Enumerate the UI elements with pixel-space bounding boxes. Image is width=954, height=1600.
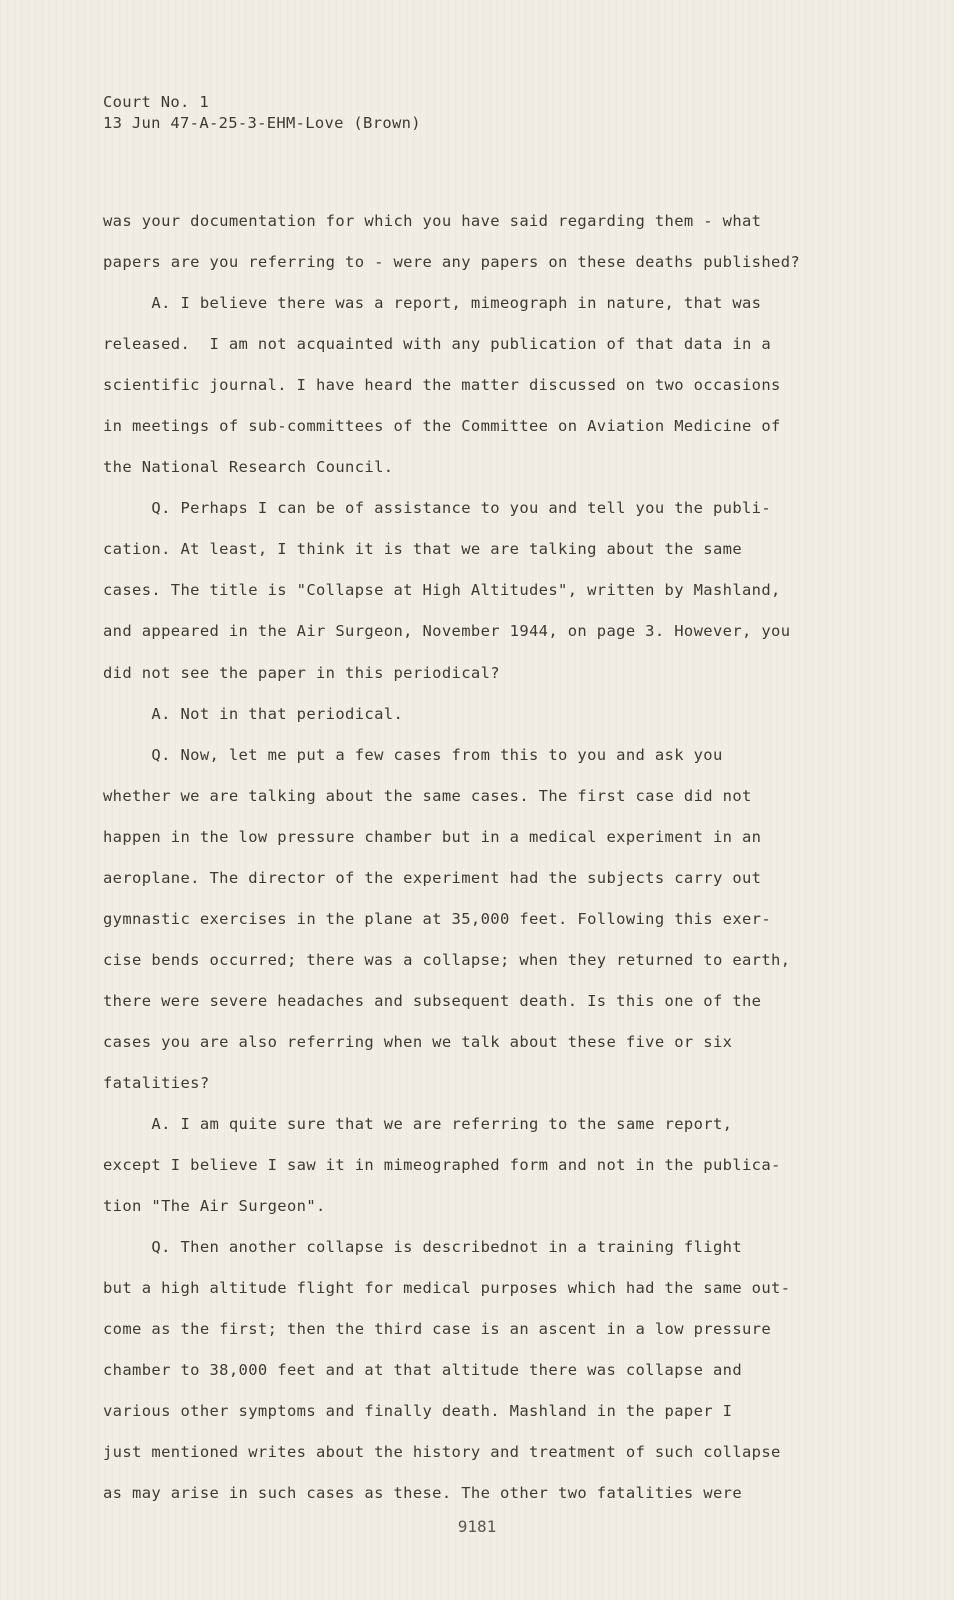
text-line: come as the first; then the third case is an ascent in a low pressure — [103, 1320, 772, 1339]
text-line: papers are you referring to - were any papers on these deaths published? — [103, 253, 801, 272]
text-line: did not see the paper in this periodical? — [103, 663, 500, 682]
text-line: whether we are talking about the same cases. The first case did not — [103, 786, 752, 805]
text-line: A. Not in that periodical. — [103, 704, 404, 723]
text-line: the National Research Council. — [103, 458, 394, 477]
text-line: chamber to 38,000 feet and at that altitude there was collapse and — [103, 1361, 742, 1380]
text-line: Q. Now, let me put a few cases from this to you and ask you — [103, 745, 723, 764]
text-line: released. I am not acquainted with any publication of that data in a — [103, 335, 772, 354]
text-line: cases you are also referring when we talk about these five or six — [103, 1032, 733, 1051]
text-line: as may arise in such cases as these. The other two fatalities were — [103, 1484, 742, 1503]
court-number: Court No. 1 — [103, 93, 209, 111]
text-line: fatalities? — [103, 1073, 210, 1092]
text-line: Q. Perhaps I can be of assistance to you and tell you the publi- — [103, 499, 772, 518]
text-line: A. I believe there was a report, mimeograph in nature, that was — [103, 294, 762, 313]
text-line: and appeared in the Air Surgeon, November 1944, on page 3. However, you — [103, 622, 791, 641]
text-line: in meetings of sub-committees of the Committee on Aviation Medicine of — [103, 417, 781, 436]
text-line: tion "The Air Surgeon". — [103, 1197, 326, 1216]
transcript-body — [103, 208, 843, 1522]
text-line: was your documentation for which you have said regarding them - what — [103, 212, 762, 230]
text-line: but a high altitude flight for medical purposes which had the same out- — [103, 1279, 791, 1298]
text-line: cation. At least, I think it is that we are talking about the same — [103, 540, 742, 559]
text-line: Q. Then another collapse is describednot in a training flight — [103, 1238, 742, 1257]
text-line: various other symptoms and finally death. Mashland in the paper I — [103, 1402, 733, 1421]
text-line: just mentioned writes about the history and treatment of such collapse — [103, 1443, 781, 1462]
session-reference: 13 Jun 47-A-25-3-EHM-Love (Brown) — [103, 114, 421, 132]
text-line: there were severe headaches and subsequent death. Is this one of the — [103, 991, 762, 1010]
text-line: happen in the low pressure chamber but in a medical experiment in an — [103, 827, 762, 846]
text-line: except I believe I saw it in mimeographed form and not in the publica- — [103, 1156, 781, 1175]
text-line: cases. The title is "Collapse at High Altitudes", written by Mashland, — [103, 581, 781, 600]
text-line: A. I am quite sure that we are referring to the same report, — [103, 1115, 733, 1134]
page-number: 9181 — [457, 1517, 497, 1536]
document-header — [103, 92, 421, 134]
text-line: aeroplane. The director of the experiment had the subjects carry out — [103, 868, 762, 887]
text-line: cise bends occurred; there was a collapse; when they returned to earth, — [103, 950, 791, 969]
text-line: gymnastic exercises in the plane at 35,000 feet. Following this exer- — [103, 909, 772, 928]
text-line: scientific journal. I have heard the matter discussed on two occasions — [103, 376, 781, 395]
